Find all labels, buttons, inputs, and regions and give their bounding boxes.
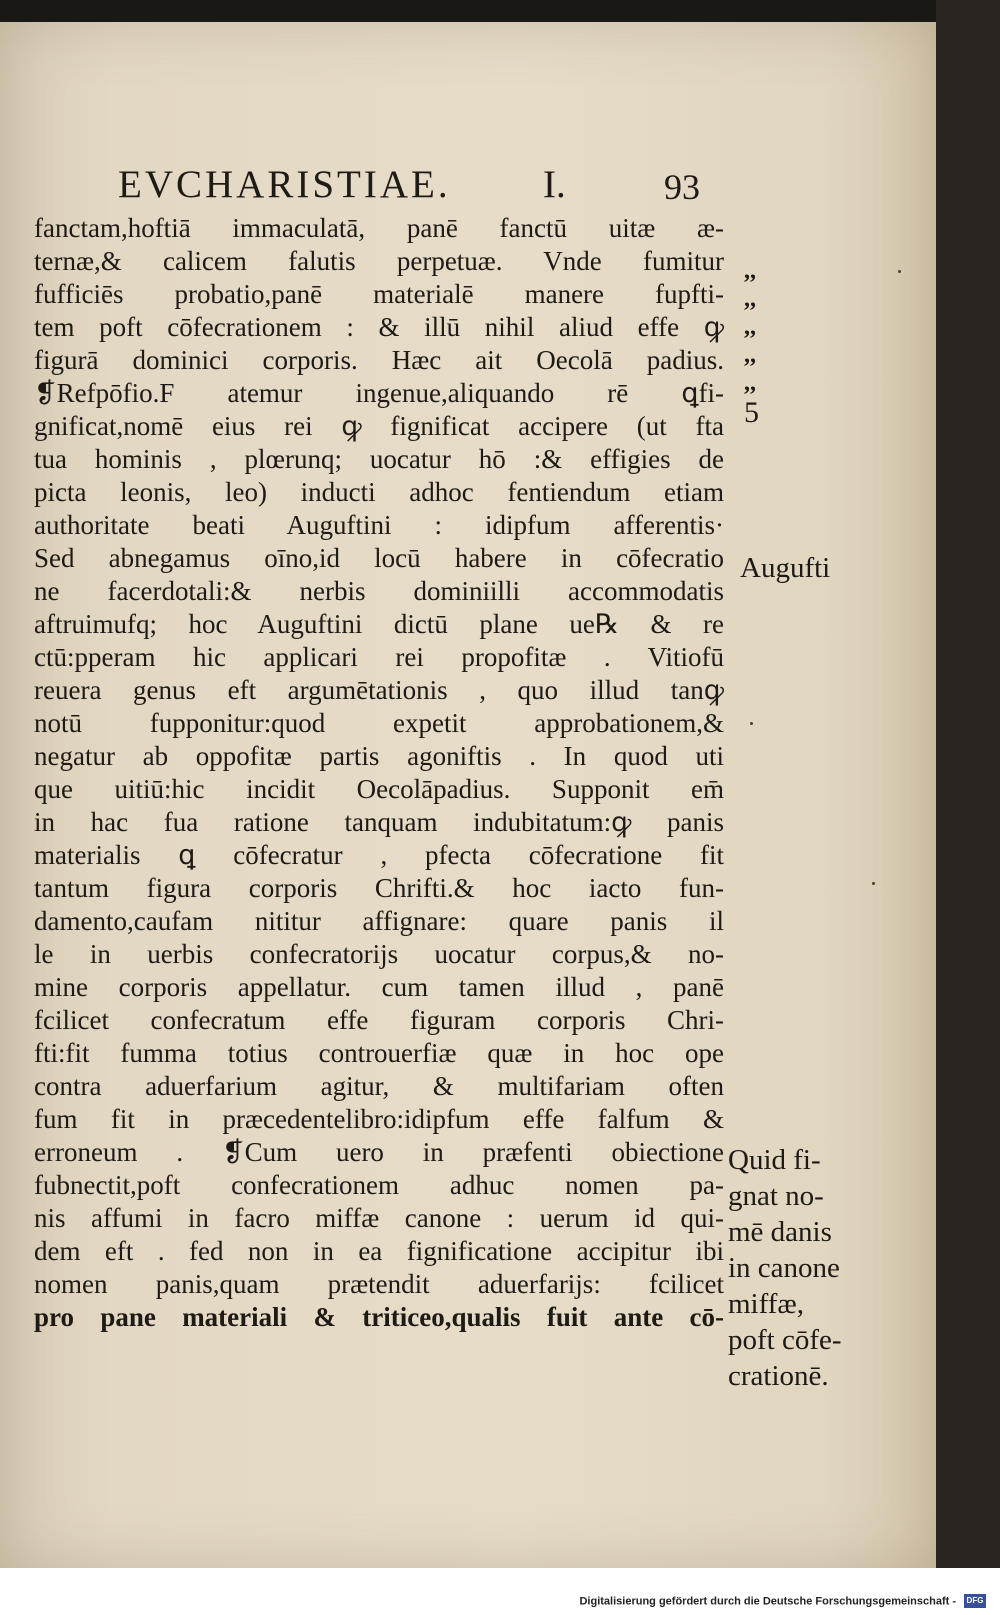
text-line: nis affumi in facro miffæ canone : uerum id qui- [34, 1203, 724, 1233]
text-line: damento,caufam nititur affignare: quare panis il [34, 906, 724, 936]
text-line: fti:fit fumma totius controuerfiæ quæ in hoc ope [34, 1038, 724, 1068]
book-leaf [0, 22, 936, 1568]
marginal-note-line: mē danis [728, 1216, 832, 1248]
text-line: gnificat,nomē eius rei ꝙ fignificat accipere (ut fta [34, 411, 724, 441]
text-line: aftruimufq; hoc Auguftini dictū plane ue℞ & re [34, 609, 724, 639]
folio-number: 93 [664, 167, 700, 207]
margin-numeral: 5 [744, 396, 759, 429]
marginal-note-line: poft cōfe- [728, 1324, 842, 1356]
funding-credit: Digitalisierung gefördert durch die Deutsche Forschungsgemeinschaft - [579, 1595, 956, 1608]
marginal-note-augusti: Augufti [740, 552, 831, 584]
text-line: mine corporis appellatur. cum tamen illud , panē [34, 972, 724, 1002]
text-line: in hac fua ratione tanquam indubitatum:ꝙ panis [34, 807, 724, 837]
digitization-footer [0, 1592, 986, 1614]
text-line: ❡Refpōfio.F atemur ingenue,aliquando rē ꝗfi- [34, 378, 724, 408]
quotation-mark: ,, [744, 342, 756, 368]
text-line: figurā dominici corporis. Hæc ait Oecolā padius. [34, 345, 724, 375]
body-text [34, 212, 724, 1334]
text-line: que uitiū:hic incidit Oecolāpadius. Supponit em̄ [34, 774, 724, 804]
text-line: reuera genus eft argumētationis , quo illud tanꝙ [34, 675, 724, 705]
text-line: fufficiēs probatio,panē materialē manere fupfti- [34, 279, 724, 309]
text-line: fcilicet confecratum effe figuram corporis Chri- [34, 1005, 724, 1035]
paper-speck [872, 882, 875, 885]
running-title: EVCHARISTIAE. [118, 163, 451, 206]
text-line: pro pane materiali & triticeo,qualis fuit ante cō- [34, 1302, 724, 1332]
marginal-note-line: Quid fi- [728, 1144, 821, 1176]
marginal-note-line: miffæ, [728, 1288, 804, 1320]
text-line: Sed abnegamus oīno,id locū habere in cōfecratio [34, 543, 724, 573]
running-head [118, 162, 738, 208]
dark-background-strip [936, 0, 1000, 1615]
text-line: materialis ꝗ cōfecratur , pfecta cōfecratione fit [34, 840, 724, 870]
text-line: tantum figura corporis Chrifti.& hoc iacto fun- [34, 873, 724, 903]
text-line: erroneum . ❡Cum uero in præfenti obiectione [34, 1137, 724, 1167]
marginal-note-line: in canone [728, 1252, 840, 1284]
text-line: authoritate beati Auguftini : idipfum afferentis· [34, 510, 724, 540]
text-line: fum fit in præcedentelibro:idipfum effe falfum & [34, 1104, 724, 1134]
text-line: fubnectit,poft confecrationem adhuc nomen pa- [34, 1170, 724, 1200]
text-line: ternæ,& calicem falutis perpetuæ. Vnde fumitur [34, 246, 724, 276]
paper-speck [750, 722, 753, 725]
text-line: negatur ab oppofitæ partis agoniftis . In quod uti [34, 741, 724, 771]
text-line: dem eft . fed non in ea fignificatione accipitur ibi [34, 1236, 724, 1266]
text-line: tem poft cōfecrationem : & illū nihil aliud effe ꝙ [34, 312, 724, 342]
text-line: contra aduerfarium agitur, & multifariam often [34, 1071, 724, 1101]
text-line: nomen panis,quam prætendit aduerfarijs: fcilicet [34, 1269, 724, 1299]
paper-speck [898, 270, 901, 273]
quotation-mark: ,, [744, 370, 756, 396]
text-line: ctū:pperam hic applicari rei propofitæ . Vitiofū [34, 642, 724, 672]
quotation-mark: ,, [744, 258, 756, 284]
dfg-logo-icon: DFG [964, 1594, 986, 1608]
quotation-marks-column [744, 257, 774, 427]
text-line: picta leonis, leo) inducti adhoc fentiendum etiam [34, 477, 724, 507]
text-line: ne facerdotali:& nerbis dominiilli accommodatis [34, 576, 724, 606]
quotation-mark: ,, [744, 314, 756, 340]
marginal-note-line: crationē. [728, 1360, 829, 1392]
marginal-note-line: gnat no- [728, 1180, 824, 1212]
text-line: notū fupponitur:quod expetit approbationem,& [34, 708, 724, 738]
text-line: fanctam,hoftiā immaculatā, panē fanctū uitæ æ- [34, 213, 724, 243]
text-line: tua hominis , plœrunq; uocatur hō :& effigies de [34, 444, 724, 474]
chapter-number: I. [543, 163, 566, 206]
text-line: le in uerbis confecratorijs uocatur corpus,& no- [34, 939, 724, 969]
quotation-mark: ,, [744, 286, 756, 312]
marginal-note-quid-signat [728, 1142, 928, 1394]
